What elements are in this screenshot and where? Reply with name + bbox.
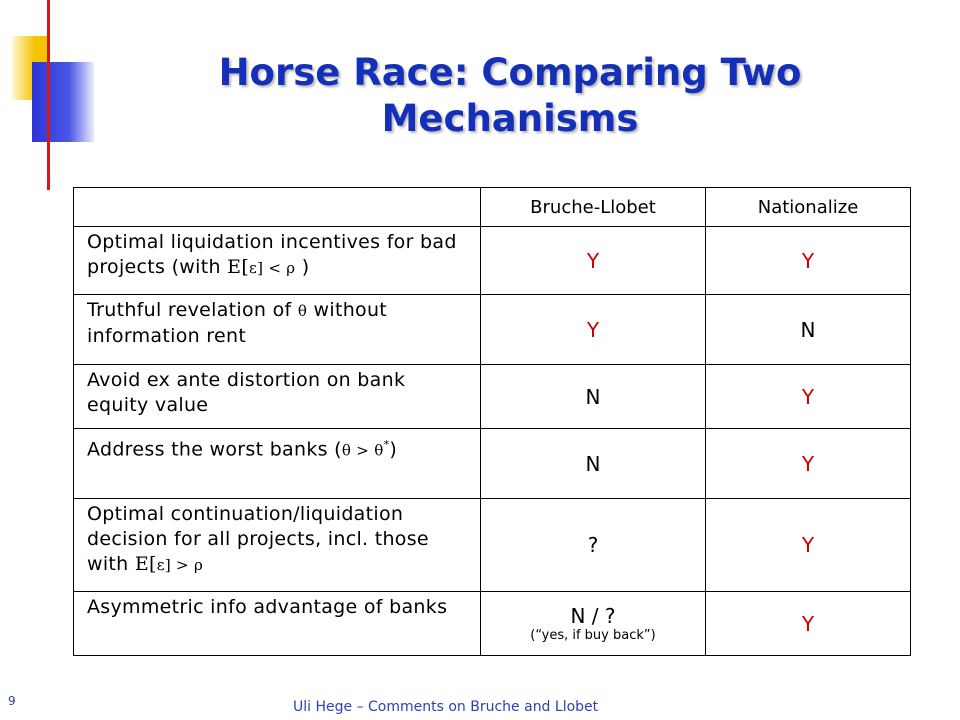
greater-than-symbol: > [170, 556, 194, 574]
comparison-table [73, 187, 911, 656]
criterion-cell: Asymmetric info advantage of banks [74, 592, 481, 656]
bruche-llobet-value: ? [481, 499, 706, 592]
bruche-llobet-value: N [481, 429, 706, 499]
table-row [74, 227, 911, 295]
criterion-cell [74, 429, 481, 499]
bruche-llobet-note: (“yes, if buy back”) [530, 627, 656, 643]
table-row [74, 365, 911, 429]
criterion-text-end: ) [389, 438, 398, 461]
bracket-open: [ [149, 553, 157, 575]
bruche-llobet-value: Y [481, 295, 706, 365]
less-than-symbol: < [263, 259, 287, 277]
header-nationalize: Nationalize [706, 188, 911, 227]
criterion-cell: Avoid ex ante distortion on bank equity value [74, 365, 481, 429]
criterion-text: Address the worst banks ( [87, 438, 342, 461]
decorative-blue-square [32, 62, 94, 142]
bracket-close: ] [164, 556, 171, 574]
criterion-text: Optimal continuation/liquidation decision for all projects, incl. those with [87, 503, 429, 575]
criterion-text-end: without information rent [87, 299, 388, 347]
epsilon-symbol: ε [156, 556, 165, 574]
rho-symbol: ρ [194, 556, 204, 574]
criterion-cell [74, 499, 481, 592]
nationalize-value: Y [706, 227, 911, 295]
decorative-red-vertical-line [47, 0, 50, 190]
criterion-text-end: ) [295, 256, 310, 278]
bruche-llobet-main-value: N / ? [570, 603, 616, 628]
table-row [74, 295, 911, 365]
nationalize-value: Y [706, 365, 911, 429]
theta-comparison-symbol: θ > θ [341, 441, 384, 460]
slide-title: Horse Race: Comparing Two Mechanisms [218, 51, 802, 140]
criterion-text: Truthful revelation of [87, 299, 298, 321]
bracket-open: [ [241, 256, 250, 278]
bruche-llobet-value: N [481, 365, 706, 429]
nationalize-value: Y [706, 429, 911, 499]
expectation-symbol: E [227, 256, 242, 278]
epsilon-symbol: ε [249, 259, 258, 277]
theta-symbol: θ [297, 302, 308, 320]
star-superscript: * [383, 438, 390, 451]
table-row [74, 429, 911, 499]
criterion-text: Optimal liquidation incentives for bad projects (with [87, 231, 457, 278]
nationalize-value: N [706, 295, 911, 365]
expectation-symbol: E [134, 553, 150, 575]
table-row [74, 499, 911, 592]
nationalize-value: Y [706, 592, 911, 656]
slide-number: 9 [8, 694, 16, 708]
criterion-cell [74, 295, 481, 365]
table-header-row [74, 188, 911, 227]
rho-symbol: ρ [286, 259, 296, 277]
footer-text: Uli Hege – Comments on Bruche and Llobet [293, 699, 599, 715]
nationalize-value: Y [706, 499, 911, 592]
header-bruche-llobet: Bruche-Llobet [481, 188, 706, 227]
bruche-llobet-value [481, 592, 706, 656]
criterion-cell [74, 227, 481, 295]
table-row [74, 592, 911, 656]
header-criterion [74, 188, 481, 227]
bracket-close: ] [257, 259, 264, 277]
bruche-llobet-value: Y [481, 227, 706, 295]
